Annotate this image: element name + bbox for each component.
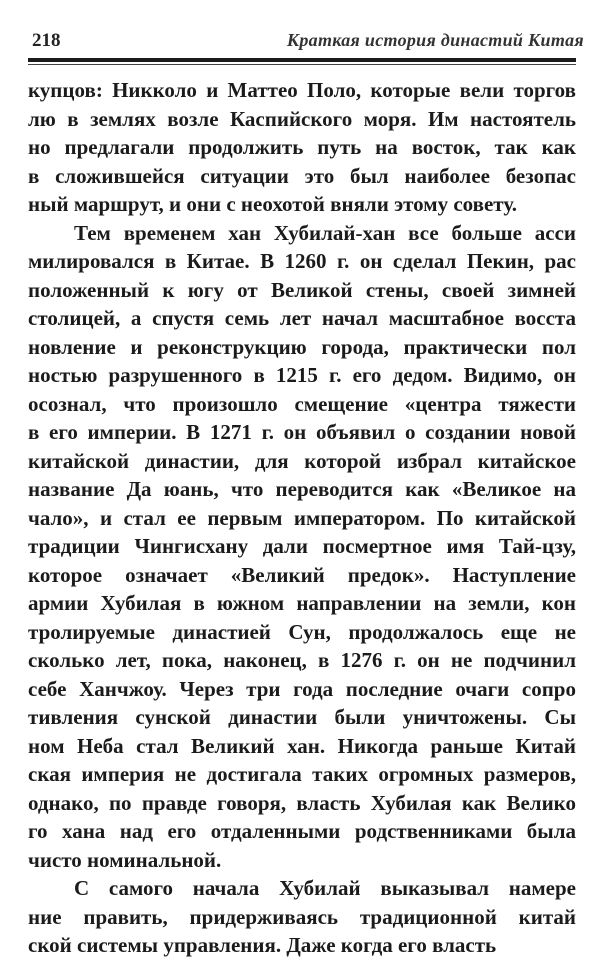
- header-rule-thick: [28, 58, 576, 62]
- header-rule-thin: [28, 64, 576, 65]
- text-line: чисто номинальной.: [28, 847, 222, 872]
- text-line: армии Хубилая в южном направлении на земли, кон: [28, 591, 576, 615]
- text-line: название Да юань, что переводится как «Великое на: [28, 477, 576, 501]
- text-line: осознал, что произошло смещение «центра тяжести: [28, 391, 576, 416]
- page-number: 218: [32, 30, 61, 51]
- text-line: новление и реконструкцию города, практически пол: [28, 334, 576, 359]
- text-line: тролируемые династией Сун, продолжалось еще не: [28, 619, 576, 644]
- text-line: ностью разрушенного в 1215 г. его дедом. Видимо, он: [28, 363, 576, 387]
- running-title: Краткая история династий Китая: [286, 30, 584, 50]
- text-line: чало», и стал ее первым императором. По китайской: [28, 505, 576, 530]
- text-line: ный маршрут, и они с неохотой вняли этому совету.: [28, 192, 517, 216]
- body-text: [28, 76, 588, 960]
- page-header: [28, 28, 588, 56]
- text-line: однако, по правде говоря, власть Хубилая как Велико: [28, 790, 576, 815]
- text-line: милировался в Китае. В 1260 г. он сделал Пекин, рас: [28, 249, 576, 273]
- text-line: но предлагали продолжить путь на восток, так как: [28, 135, 576, 159]
- text-line: ская империя не достигала таких огромных размеров,: [28, 762, 576, 786]
- text-line: столицей, а спустя семь лет начал масштабное восста: [28, 306, 576, 330]
- text-line: го хана над его отдаленными родственниками была: [28, 819, 576, 843]
- text-line: в сложившейся ситуации это был наиболее безопас: [28, 163, 576, 188]
- text-line: китайской династии, для которой избрал китайское: [28, 448, 576, 473]
- text-line: традиции Чингисхану дали посмертное имя Тай-цзу,: [28, 534, 576, 558]
- text-line: ние править, придерживаясь традиционной китай: [28, 904, 576, 929]
- text-line: Тем временем хан Хубилай-хан все больше асси: [74, 220, 576, 245]
- text-line: ской системы управления. Даже когда его власть: [28, 933, 497, 957]
- text-line: положенный к югу от Великой стены, своей зимней: [28, 277, 576, 302]
- text-line: ном Неба стал Великий хан. Никогда раньше Китай: [28, 733, 576, 758]
- text-line: себе Ханчжоу. Через три года последние очаги сопро: [28, 676, 576, 701]
- text-line: сколько лет, пока, наконец, в 1276 г. он не подчинил: [28, 648, 576, 672]
- text-line: тивления сунской династии были уничтожены. Сы: [28, 705, 576, 729]
- text-line: в его империи. В 1271 г. он объявил о создании новой: [28, 420, 576, 444]
- text-line: лю в землях возле Каспийского моря. Им настоятель: [28, 106, 576, 131]
- text-line: С самого начала Хубилай выказывал намере: [74, 876, 576, 900]
- text-line: купцов: Никколо и Маттео Поло, которые вели торгов: [28, 78, 576, 102]
- text-line: которое означает «Великий предок». Наступление: [28, 562, 576, 587]
